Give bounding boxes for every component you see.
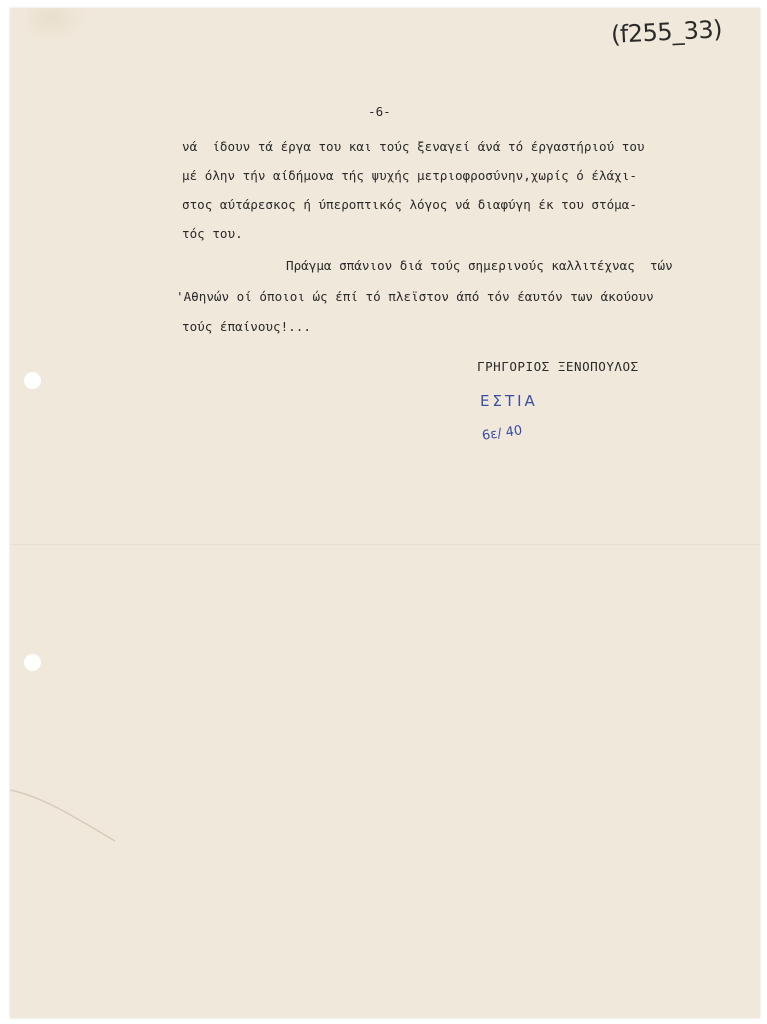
text-line-1: νά ίδουν τά έργα του και τούς ξεναγεί άνά τό έργαστήριού του bbox=[182, 139, 645, 154]
text-line-4: τός του. bbox=[182, 226, 243, 241]
author-signature: ΓΡΗΓΟΡΙΟΣ ΞΕΝΟΠΟΥΛΟΣ bbox=[477, 359, 639, 374]
paper-stain bbox=[28, 8, 88, 42]
punch-hole-upper bbox=[24, 372, 41, 389]
text-line-3: στος αύτάρεσκος ή ύπεροπτικός λόγος νά διαφύγη έκ του στόμα- bbox=[182, 197, 637, 212]
handwritten-date-note: 6ε/ 40 bbox=[481, 423, 524, 444]
paper-crease-mark bbox=[10, 786, 120, 846]
page-number: -6- bbox=[368, 104, 391, 119]
document-page bbox=[10, 8, 760, 1018]
document-id-label: (f255_33) bbox=[610, 15, 723, 49]
handwritten-source-note: ΕΣΤΙΑ bbox=[480, 392, 538, 410]
text-line-2: μέ όλην τήν αίδήμονα τής ψυχής μετριοφροσύνην,χωρίς ό έλάχι- bbox=[182, 168, 637, 183]
punch-hole-lower bbox=[24, 654, 41, 671]
text-line-7: τούς έπαίνους!... bbox=[182, 319, 311, 334]
paper-fold-line bbox=[10, 544, 760, 547]
text-line-6: 'Αθηνών οί όποιοι ώς έπί τό πλεϊστον άπό τόν έαυτόν των άκούουν bbox=[176, 289, 654, 304]
text-line-5: Πράγμα σπάνιον διά τούς σημερινούς καλλιτέχνας τών bbox=[286, 258, 673, 273]
